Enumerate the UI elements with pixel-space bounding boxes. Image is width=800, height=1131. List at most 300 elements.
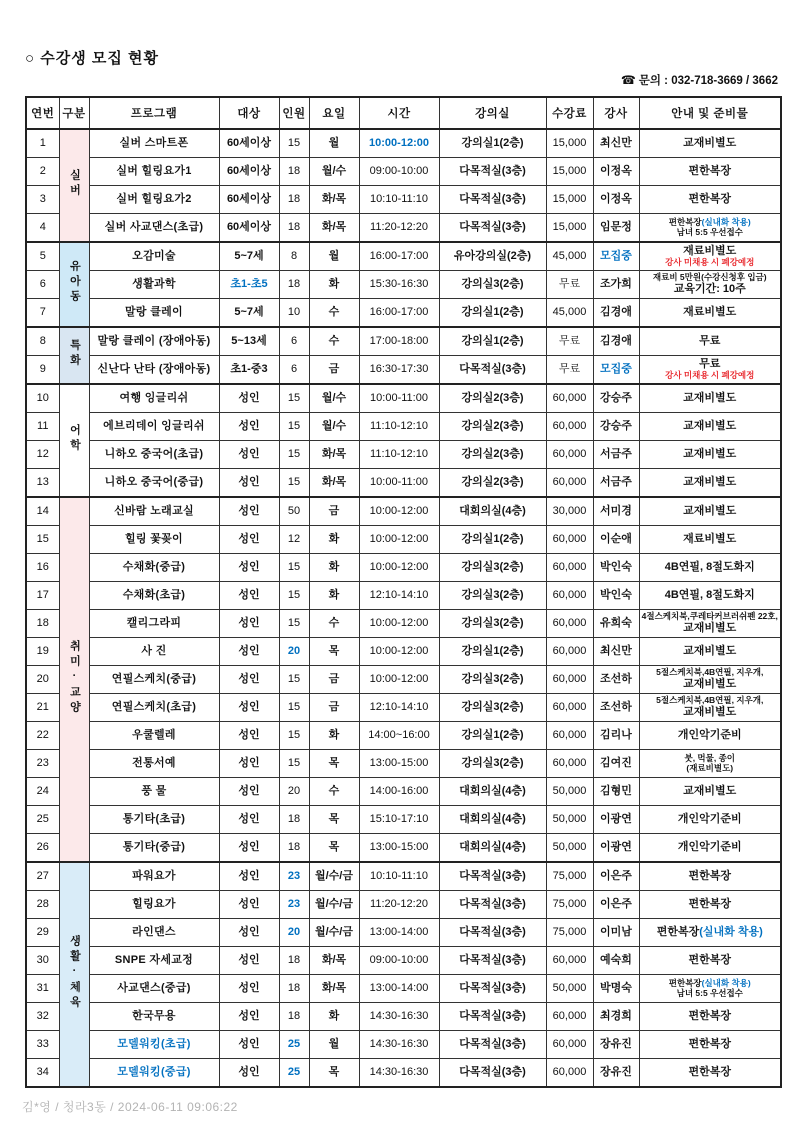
cell-day: 금	[309, 497, 359, 526]
cell-note	[639, 610, 781, 638]
cell-no: 11	[26, 413, 59, 441]
cell-target: 5~7세	[219, 242, 279, 271]
note-line: 재료비 5만원(수강신청후 입금)	[652, 272, 767, 283]
column-header-target: 대상	[219, 97, 279, 129]
cell-target: 60세이상	[219, 186, 279, 214]
cell-no: 9	[26, 356, 59, 385]
cell-capacity: 15	[279, 582, 309, 610]
cell-note	[639, 214, 781, 243]
cell-instructor: 이순애	[593, 526, 639, 554]
cell-time: 16:30-17:30	[359, 356, 439, 385]
cell-fee: 60,000	[546, 610, 593, 638]
cell-room: 다목적실(3층)	[439, 975, 546, 1003]
cell-room: 강의실3(2층)	[439, 750, 546, 778]
cell-time: 10:00-12:00	[359, 638, 439, 666]
cell-room: 강의실3(2층)	[439, 666, 546, 694]
note-line: 4절스케치북,쿠레타커브러쉬펜 22호,	[641, 611, 778, 622]
cell-room: 유아강의실(2층)	[439, 242, 546, 271]
cell-target: 초1-중3	[219, 356, 279, 385]
cell-time: 14:30-16:30	[359, 1003, 439, 1031]
cell-fee: 60,000	[546, 1031, 593, 1059]
cell-time: 10:00-12:00	[359, 497, 439, 526]
cell-instructor: 이미남	[593, 919, 639, 947]
cell-fee: 무료	[546, 271, 593, 299]
cell-capacity: 18	[279, 214, 309, 243]
cell-instructor: 조선하	[593, 694, 639, 722]
table-row	[26, 271, 781, 299]
cell-time: 14:00~16:00	[359, 722, 439, 750]
cell-instructor: 이정옥	[593, 186, 639, 214]
table-row	[26, 214, 781, 243]
cell-no: 7	[26, 299, 59, 328]
cell-time: 12:10-14:10	[359, 582, 439, 610]
cell-time: 13:00-15:00	[359, 834, 439, 863]
cell-note	[639, 384, 781, 413]
note-line: 교재비별도	[683, 505, 737, 518]
cell-fee: 15,000	[546, 214, 593, 243]
cell-day: 수	[309, 610, 359, 638]
cell-day: 월/수	[309, 158, 359, 186]
cell-instructor: 박인숙	[593, 582, 639, 610]
cell-capacity: 15	[279, 750, 309, 778]
cell-fee: 60,000	[546, 469, 593, 498]
note-line: 편한복장(실내화 착용)	[668, 977, 751, 988]
cell-day: 수	[309, 778, 359, 806]
cell-note	[639, 441, 781, 469]
table-row	[26, 242, 781, 271]
cell-note	[639, 554, 781, 582]
table-row	[26, 186, 781, 214]
note-line: 편한복장	[688, 1010, 731, 1023]
category-label: 특화	[68, 338, 81, 369]
cell-no: 17	[26, 582, 59, 610]
table-row	[26, 666, 781, 694]
cell-capacity: 15	[279, 694, 309, 722]
cell-fee: 75,000	[546, 891, 593, 919]
cell-note	[639, 1003, 781, 1031]
column-header-day: 요일	[309, 97, 359, 129]
cell-room: 다목적실(3층)	[439, 214, 546, 243]
cell-day: 목	[309, 806, 359, 834]
cell-note	[639, 947, 781, 975]
cell-instructor: 모집중	[593, 356, 639, 385]
cell-target: 성인	[219, 1003, 279, 1031]
cell-note	[639, 891, 781, 919]
table-row	[26, 975, 781, 1003]
cell-instructor: 최신만	[593, 638, 639, 666]
cell-category	[59, 497, 89, 862]
cell-target: 성인	[219, 441, 279, 469]
cell-day: 화/목	[309, 947, 359, 975]
column-header-no: 연번	[26, 97, 59, 129]
cell-category	[59, 384, 89, 497]
cell-target: 성인	[219, 526, 279, 554]
cell-program: 모델워킹(중급)	[89, 1059, 219, 1088]
cell-room: 대회의실(4층)	[439, 806, 546, 834]
note-line: 5절스케치북,4B연필, 지우개,	[656, 667, 764, 678]
cell-capacity: 18	[279, 975, 309, 1003]
cell-day: 월/수/금	[309, 919, 359, 947]
cell-fee: 50,000	[546, 778, 593, 806]
cell-day: 목	[309, 834, 359, 863]
cell-capacity: 23	[279, 862, 309, 891]
cell-room: 강의실2(3층)	[439, 384, 546, 413]
cell-no: 21	[26, 694, 59, 722]
cell-program: 사 진	[89, 638, 219, 666]
cell-program: 한국무용	[89, 1003, 219, 1031]
page-title: ○ 수강생 모집 현황	[25, 50, 159, 67]
cell-instructor: 박인숙	[593, 554, 639, 582]
cell-fee: 60,000	[546, 1059, 593, 1088]
cell-no: 19	[26, 638, 59, 666]
cell-no: 1	[26, 129, 59, 158]
cell-target: 성인	[219, 862, 279, 891]
cell-time: 11:10-12:10	[359, 441, 439, 469]
cell-room: 강의실1(2층)	[439, 327, 546, 356]
cell-time: 14:00-16:00	[359, 778, 439, 806]
cell-instructor: 조선하	[593, 666, 639, 694]
cell-fee: 60,000	[546, 526, 593, 554]
cell-time: 14:30-16:30	[359, 1059, 439, 1088]
note-line: 편한복장	[688, 193, 731, 206]
note-line: 편한복장	[688, 165, 731, 178]
table-row	[26, 299, 781, 328]
cell-instructor: 강승주	[593, 413, 639, 441]
table-row	[26, 862, 781, 891]
note-line: 교재비별도	[683, 678, 737, 691]
cell-no: 12	[26, 441, 59, 469]
cell-instructor: 김리나	[593, 722, 639, 750]
table-row	[26, 413, 781, 441]
cell-room: 강의실3(2층)	[439, 554, 546, 582]
cell-program: 실버 스마트폰	[89, 129, 219, 158]
cell-capacity: 15	[279, 413, 309, 441]
cell-room: 다목적실(3층)	[439, 356, 546, 385]
table-row	[26, 497, 781, 526]
cell-room: 강의실1(2층)	[439, 299, 546, 328]
cell-instructor: 모집중	[593, 242, 639, 271]
cell-instructor: 조가희	[593, 271, 639, 299]
cell-instructor: 서미경	[593, 497, 639, 526]
table-row	[26, 526, 781, 554]
cell-room: 강의실3(2층)	[439, 694, 546, 722]
cell-time: 13:00-14:00	[359, 975, 439, 1003]
cell-fee: 75,000	[546, 862, 593, 891]
cell-program: 니하오 중국어(초급)	[89, 441, 219, 469]
cell-note	[639, 862, 781, 891]
note-line: 교재비별도	[683, 476, 737, 489]
cell-target: 5~13세	[219, 327, 279, 356]
cell-program: 파워요가	[89, 862, 219, 891]
header-row	[26, 97, 781, 129]
cell-capacity: 18	[279, 947, 309, 975]
cell-category	[59, 129, 89, 242]
category-label: 유아동	[68, 260, 81, 306]
cell-room: 강의실1(2층)	[439, 129, 546, 158]
cell-program: 모델워킹(초급)	[89, 1031, 219, 1059]
cell-fee: 45,000	[546, 242, 593, 271]
cell-program: 니하오 중국어(중급)	[89, 469, 219, 498]
note-line: 개인악기준비	[677, 813, 742, 826]
cell-day: 월/수	[309, 413, 359, 441]
cell-capacity: 6	[279, 327, 309, 356]
note-line: 무료	[699, 335, 721, 348]
table-row	[26, 554, 781, 582]
note-line: 남녀 5:5 우선접수	[676, 987, 743, 998]
cell-no: 23	[26, 750, 59, 778]
cell-room: 대회의실(4층)	[439, 834, 546, 863]
cell-room: 강의실1(2층)	[439, 638, 546, 666]
cell-target: 성인	[219, 694, 279, 722]
cell-program: 에브리데이 잉글리쉬	[89, 413, 219, 441]
cell-fee: 30,000	[546, 497, 593, 526]
category-label: 생활·체육	[68, 934, 81, 1011]
cell-day: 수	[309, 327, 359, 356]
column-header-category: 구분	[59, 97, 89, 129]
cell-time: 10:00-11:00	[359, 384, 439, 413]
table-row	[26, 610, 781, 638]
cell-program: 캘리그라피	[89, 610, 219, 638]
cell-no: 30	[26, 947, 59, 975]
cell-category	[59, 327, 89, 384]
cell-note	[639, 582, 781, 610]
cell-room: 강의실3(2층)	[439, 610, 546, 638]
note-line: 4B연필, 8절도화지	[664, 589, 755, 602]
cell-program: 신난다 난타 (장애아동)	[89, 356, 219, 385]
cell-day: 화	[309, 554, 359, 582]
note-line: 재료비별도	[683, 245, 737, 258]
cell-target: 성인	[219, 469, 279, 498]
cell-capacity: 25	[279, 1031, 309, 1059]
cell-capacity: 15	[279, 666, 309, 694]
cell-instructor: 이은주	[593, 862, 639, 891]
cell-program: 여행 잉글리쉬	[89, 384, 219, 413]
cell-program: 실버 사교댄스(초급)	[89, 214, 219, 243]
table-row	[26, 384, 781, 413]
cell-target: 성인	[219, 947, 279, 975]
cell-note	[639, 356, 781, 385]
cell-no: 25	[26, 806, 59, 834]
column-header-fee: 수강료	[546, 97, 593, 129]
cell-fee: 60,000	[546, 384, 593, 413]
cell-time: 15:30-16:30	[359, 271, 439, 299]
note-line: 강사 미채용 시 폐강예정	[665, 369, 755, 380]
note-line: 개인악기준비	[677, 841, 742, 854]
cell-instructor: 서금주	[593, 441, 639, 469]
cell-fee: 60,000	[546, 554, 593, 582]
cell-day: 금	[309, 666, 359, 694]
cell-target: 초1-초5	[219, 271, 279, 299]
table-row	[26, 441, 781, 469]
cell-note	[639, 497, 781, 526]
cell-capacity: 15	[279, 129, 309, 158]
cell-capacity: 15	[279, 722, 309, 750]
cell-program: 실버 힐링요가2	[89, 186, 219, 214]
cell-instructor: 김경애	[593, 299, 639, 328]
table-row	[26, 778, 781, 806]
cell-target: 성인	[219, 778, 279, 806]
cell-program: 통기타(중급)	[89, 834, 219, 863]
cell-day: 화/목	[309, 214, 359, 243]
cell-target: 성인	[219, 1031, 279, 1059]
cell-capacity: 15	[279, 554, 309, 582]
cell-room: 다목적실(3층)	[439, 158, 546, 186]
cell-time: 11:10-12:10	[359, 413, 439, 441]
note-line: 편한복장	[688, 898, 731, 911]
table-row	[26, 1031, 781, 1059]
cell-capacity: 15	[279, 610, 309, 638]
cell-target: 성인	[219, 582, 279, 610]
note-line: 교재비별도	[683, 420, 737, 433]
cell-day: 화/목	[309, 469, 359, 498]
cell-capacity: 18	[279, 186, 309, 214]
cell-note	[639, 1059, 781, 1088]
cell-note	[639, 1031, 781, 1059]
table-row	[26, 834, 781, 863]
cell-day: 화	[309, 526, 359, 554]
table-row	[26, 158, 781, 186]
cell-room: 강의실1(2층)	[439, 722, 546, 750]
cell-target: 성인	[219, 610, 279, 638]
cell-note	[639, 129, 781, 158]
note-line: 강사 미채용 시 폐강예정	[665, 256, 755, 267]
cell-room: 강의실2(3층)	[439, 469, 546, 498]
cell-category	[59, 862, 89, 1087]
cell-no: 22	[26, 722, 59, 750]
cell-room: 다목적실(3층)	[439, 919, 546, 947]
cell-target: 60세이상	[219, 129, 279, 158]
cell-room: 대회의실(4층)	[439, 497, 546, 526]
cell-no: 14	[26, 497, 59, 526]
cell-time: 09:00-10:00	[359, 158, 439, 186]
cell-no: 34	[26, 1059, 59, 1088]
table-row	[26, 694, 781, 722]
cell-capacity: 20	[279, 778, 309, 806]
cell-instructor: 김형민	[593, 778, 639, 806]
cell-note	[639, 299, 781, 328]
cell-capacity: 18	[279, 834, 309, 863]
cell-instructor: 박명숙	[593, 975, 639, 1003]
cell-room: 다목적실(3층)	[439, 891, 546, 919]
table-row	[26, 1003, 781, 1031]
table-row	[26, 129, 781, 158]
cell-time: 10:00-12:00	[359, 526, 439, 554]
cell-instructor: 이정옥	[593, 158, 639, 186]
cell-fee: 60,000	[546, 694, 593, 722]
note-line: 편한복장	[688, 1066, 731, 1079]
cell-program: SNPE 자세교정	[89, 947, 219, 975]
cell-program: 힐링 꽃꽂이	[89, 526, 219, 554]
cell-program: 연필스케치(중급)	[89, 666, 219, 694]
cell-fee: 60,000	[546, 750, 593, 778]
cell-note	[639, 327, 781, 356]
cell-program: 전통서예	[89, 750, 219, 778]
cell-instructor: 김경애	[593, 327, 639, 356]
cell-time: 14:30-16:30	[359, 1031, 439, 1059]
cell-day: 화	[309, 722, 359, 750]
cell-target: 성인	[219, 497, 279, 526]
column-header-instructor: 강사	[593, 97, 639, 129]
note-line: 개인악기준비	[677, 729, 742, 742]
phone-icon: ☎	[620, 73, 636, 87]
cell-program: 말랑 클레이	[89, 299, 219, 328]
cell-capacity: 25	[279, 1059, 309, 1088]
cell-note	[639, 722, 781, 750]
contact-line	[621, 72, 778, 88]
note-line: 편한복장	[688, 954, 731, 967]
cell-fee: 60,000	[546, 1003, 593, 1031]
cell-day: 수	[309, 299, 359, 328]
table-row	[26, 947, 781, 975]
note-line: 교재비별도	[683, 137, 737, 150]
cell-target: 성인	[219, 806, 279, 834]
cell-time: 11:20-12:20	[359, 891, 439, 919]
cell-program: 힐링요가	[89, 891, 219, 919]
table-row	[26, 327, 781, 356]
cell-room: 다목적실(3층)	[439, 1031, 546, 1059]
cell-room: 다목적실(3층)	[439, 947, 546, 975]
cell-time: 17:00-18:00	[359, 327, 439, 356]
contact-text: 문의 : 032-718-3669 / 3662	[638, 75, 778, 87]
cell-fee: 15,000	[546, 129, 593, 158]
cell-day: 화/목	[309, 975, 359, 1003]
cell-note	[639, 242, 781, 271]
cell-capacity: 15	[279, 469, 309, 498]
cell-fee: 75,000	[546, 919, 593, 947]
cell-instructor: 최신만	[593, 129, 639, 158]
cell-time: 10:00-12:00	[359, 610, 439, 638]
cell-no: 27	[26, 862, 59, 891]
cell-fee: 무료	[546, 327, 593, 356]
cell-day: 화	[309, 582, 359, 610]
cell-day: 화/목	[309, 441, 359, 469]
table-row	[26, 919, 781, 947]
cell-no: 4	[26, 214, 59, 243]
column-header-note: 안내 및 준비물	[639, 97, 781, 129]
cell-no: 8	[26, 327, 59, 356]
cell-note	[639, 666, 781, 694]
cell-capacity: 6	[279, 356, 309, 385]
category-label: 어학	[68, 423, 81, 454]
column-header-room: 강의실	[439, 97, 546, 129]
cell-note	[639, 975, 781, 1003]
table-row	[26, 356, 781, 385]
cell-instructor: 예숙희	[593, 947, 639, 975]
note-line: 재료비별도	[683, 306, 737, 319]
cell-time: 16:00-17:00	[359, 242, 439, 271]
category-label: 실버	[68, 168, 81, 199]
cell-target: 5~7세	[219, 299, 279, 328]
note-line: 교재비별도	[683, 622, 737, 635]
cell-room: 강의실3(2층)	[439, 271, 546, 299]
cell-day: 목	[309, 1059, 359, 1088]
cell-capacity: 20	[279, 638, 309, 666]
cell-room: 대회의실(4층)	[439, 778, 546, 806]
cell-time: 12:10-14:10	[359, 694, 439, 722]
cell-time: 13:00-15:00	[359, 750, 439, 778]
cell-capacity: 50	[279, 497, 309, 526]
cell-program: 연필스케치(초급)	[89, 694, 219, 722]
cell-instructor: 이광연	[593, 834, 639, 863]
note-line: 교재비별도	[683, 645, 737, 658]
cell-note	[639, 919, 781, 947]
footer-stamp: 김*영 / 청라3동 / 2024-06-11 09:06:22	[22, 1100, 238, 1114]
cell-fee: 60,000	[546, 722, 593, 750]
cell-program: 오감미술	[89, 242, 219, 271]
cell-room: 다목적실(3층)	[439, 1003, 546, 1031]
cell-target: 성인	[219, 834, 279, 863]
table-row	[26, 722, 781, 750]
